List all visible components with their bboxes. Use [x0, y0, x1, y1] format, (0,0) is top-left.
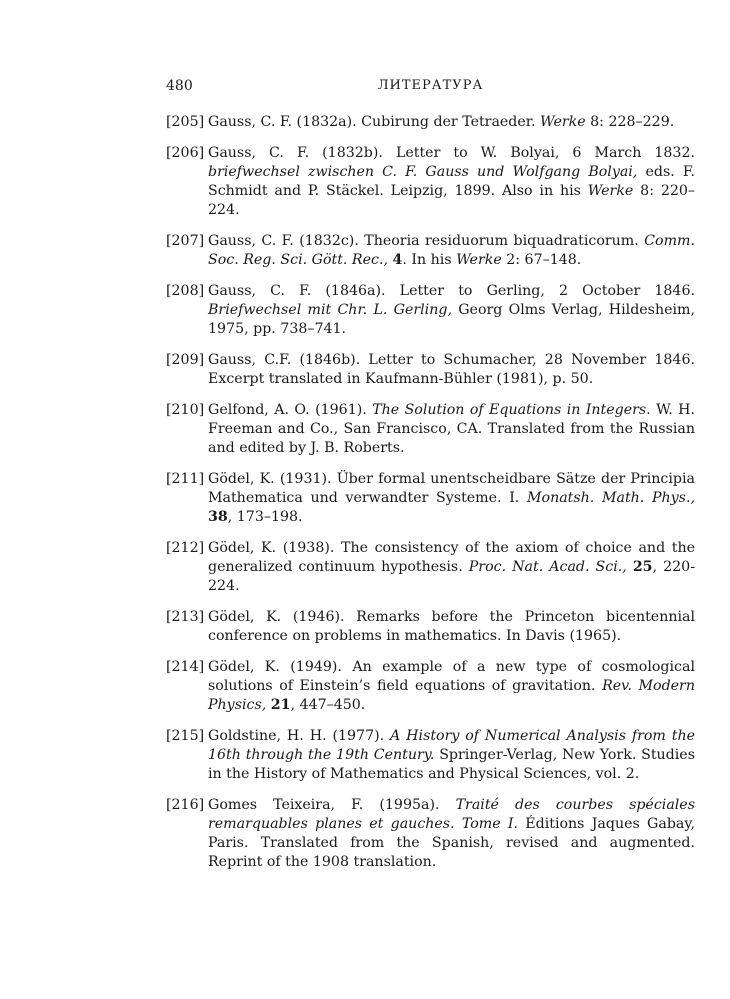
reference-entry — [166, 796, 695, 872]
reference-segment: Georg Olms Verlag, Hildesheim, 1975, pp. 738–741. — [208, 302, 695, 337]
reference-segment: Gelfond, A. O. (1961). — [208, 402, 373, 418]
reference-number: [213] — [166, 609, 205, 625]
reference-number: [207] — [166, 233, 205, 249]
reference-italic-segment: Traité des courbes spéciales remarquables planes et gauches. Tome I. — [208, 797, 695, 832]
reference-segment: , 173–198. — [227, 509, 303, 525]
reference-volume: 38 — [208, 509, 228, 525]
reference-italic-segment: Proc. Nat. Acad. Sci., — [468, 559, 627, 575]
reference-entry — [166, 401, 695, 458]
reference-segment: Springer-Verlag, New York. Studies in the History of Mathematics and Physical Sciences, vol. 2. — [208, 747, 695, 782]
reference-entry — [166, 539, 695, 596]
reference-segment: 2: 67–148. — [501, 252, 582, 268]
reference-number: [212] — [166, 540, 205, 556]
reference-italic-segment: Werke — [540, 114, 586, 130]
reference-segment: eds. F. Schmidt and P. Stäckel. Leipzig, 1899. Also in his — [208, 164, 696, 199]
reference-volume: 25 — [632, 559, 653, 575]
reference-text — [208, 728, 695, 782]
reference-entry — [166, 470, 695, 527]
reference-entry — [166, 282, 695, 339]
reference-segment: Gauss, C. F. (1832b). Letter to W. Bolyai, 6 March 1832. — [208, 145, 695, 161]
reference-segment: W. H. Freeman and Co., San Francisco, CA. Translated from the Russian and edited by J. B. Roberts. — [208, 402, 695, 456]
page-number: 480 — [166, 78, 193, 94]
reference-segment: 8: 228–229. — [585, 114, 675, 130]
reference-text — [208, 352, 695, 387]
reference-entry — [166, 144, 695, 220]
reference-text — [208, 609, 695, 644]
reference-italic-segment: The Solution of Equations in Integers. — [372, 402, 651, 418]
reference-entry — [166, 232, 695, 270]
reference-segment: Gomes Teixeira, F. (1995a). — [208, 797, 456, 813]
reference-segment: , 220-224. — [208, 559, 695, 594]
reference-entry — [166, 608, 695, 646]
reference-italic-segment: Rev. Modern Physics, — [208, 678, 695, 713]
reference-text — [208, 145, 695, 218]
reference-entry — [166, 113, 695, 132]
reference-italic-segment: Werke — [587, 183, 634, 199]
reference-number: [208] — [166, 283, 205, 299]
reference-number: [211] — [166, 471, 205, 487]
reference-segment: Gauss, C. F. (1832c). Theoria residuorum biquadraticorum. — [208, 233, 645, 249]
reference-italic-segment: A History of Numerical Analysis from the 16th through the 19th Century. — [208, 728, 695, 763]
reference-segment: Gödel, K. (1938). The consistency of the axiom of choice and the generalized continuum hypothesis. — [208, 540, 695, 575]
reference-segment: Goldstine, H. H. (1977). — [208, 728, 391, 744]
reference-text — [208, 233, 695, 268]
reference-volume: 21 — [270, 697, 291, 713]
reference-number: [216] — [166, 797, 205, 813]
reference-segment: Gödel, K. (1946). Remarks before the Princeton bicentennial conference on problems in mathematics. In Davis (1965). — [208, 609, 695, 644]
reference-italic-segment: Briefwechsel mit Chr. L. Gerling, — [208, 302, 452, 318]
reference-segment: Gauss, C.F. (1846b). Letter to Schumacher, 28 November 1846. Excerpt translated in Kaufmann-Bühler (1981), p. 50. — [208, 352, 695, 387]
running-head — [166, 78, 695, 102]
reference-number: [210] — [166, 402, 205, 418]
reference-number: [209] — [166, 352, 205, 368]
reference-segment: . In his — [402, 252, 457, 268]
reference-text — [208, 114, 674, 130]
reference-segment: Gödel, K. (1931). Über formal unentscheidbare Sätze der Principia Mathematica und verwandter Systeme. I. — [208, 471, 695, 506]
reference-number: [205] — [166, 114, 205, 130]
reference-entry — [166, 727, 695, 784]
reference-italic-segment: Comm. Soc. Reg. Sci. Gött. Rec., — [208, 233, 695, 268]
reference-text — [208, 797, 695, 870]
reference-text — [208, 659, 695, 713]
reference-number: [215] — [166, 728, 205, 744]
reference-italic-segment: briefwechsel zwischen C. F. Gauss und Wolfgang Bolyai, — [208, 164, 638, 180]
reference-text — [208, 471, 695, 525]
reference-entry — [166, 658, 695, 715]
section-title: ЛИТЕРАТУРА — [377, 78, 484, 93]
reference-text — [208, 283, 695, 337]
reference-italic-segment: Werke — [456, 252, 502, 268]
reference-segment: 8: 220–224. — [208, 183, 695, 218]
reference-text — [208, 540, 695, 594]
reference-segment: , 447–450. — [290, 697, 366, 713]
document-page — [166, 78, 695, 884]
reference-list — [166, 113, 695, 872]
reference-segment: Gauss, C. F. (1846a). Letter to Gerling, 2 October 1846. — [208, 283, 695, 299]
reference-segment: Gauss, C. F. (1832a). Cubirung der Tetraeder. — [208, 114, 541, 130]
reference-segment: Éditions Jaques Gabay, Paris. Translated from the Spanish, revised and augmented. Reprint of the 1908 translation. — [208, 816, 695, 870]
reference-entry — [166, 351, 695, 389]
reference-number: [214] — [166, 659, 205, 675]
reference-volume: 4 — [392, 252, 403, 268]
reference-italic-segment: Monatsh. Math. Phys., — [527, 490, 695, 506]
reference-text — [208, 402, 695, 456]
reference-segment: Gödel, K. (1949). An example of a new type of cosmological solutions of Einstein’s field equations of gravitation. — [208, 659, 695, 694]
reference-number: [206] — [166, 145, 205, 161]
